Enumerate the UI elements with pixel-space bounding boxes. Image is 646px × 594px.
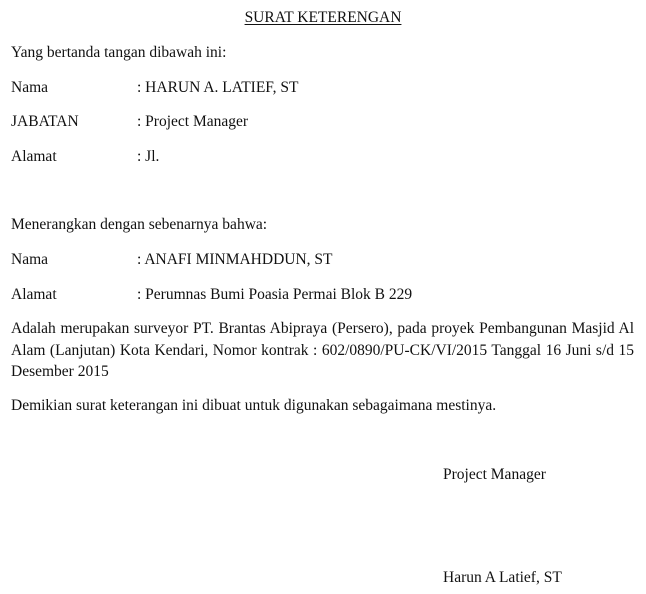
signer-position-value: : Project Manager — [137, 113, 249, 130]
signer-name-value: : HARUN A. LATIEF, ST — [137, 79, 299, 96]
subject-address-label: Alamat — [11, 286, 57, 303]
statement-intro: Menerangkan dengan sebenarnya bahwa: — [11, 216, 268, 233]
signer-name-label: Nama — [11, 79, 49, 96]
subject-name-label: Nama — [11, 251, 49, 268]
signer-position-label: JABATAN — [11, 113, 79, 130]
signer-address-label: Alamat — [11, 148, 57, 165]
subject-address-value: : Perumnas Bumi Poasia Permai Blok B 229 — [137, 286, 413, 303]
signer-address-value: : Jl. — [137, 148, 160, 165]
letter-title: SURAT KETERENGAN — [244, 9, 402, 26]
closing-text: Demikian surat keterangan ini dibuat untuk digunakan sebagaimana mestinya. — [11, 397, 497, 414]
signature-name: Harun A Latief, ST — [443, 569, 562, 586]
subject-name-value: : ANAFI MINMAHDDUN, ST — [137, 251, 333, 268]
body-paragraph: Adalah merupakan surveyor PT. Brantas Abipraya (Persero), pada proyek Pembangunan Masjid Al Alam (Lanjutan) Kota Kendari, Nomor kontrak : 602/0890/PU-CK/VI/2015 Tanggal 16 Juni s/d 15 Desember 2015 — [11, 320, 634, 380]
intro-text: Yang bertanda tangan dibawah ini: — [11, 44, 227, 61]
signature-role: Project Manager — [443, 466, 546, 483]
